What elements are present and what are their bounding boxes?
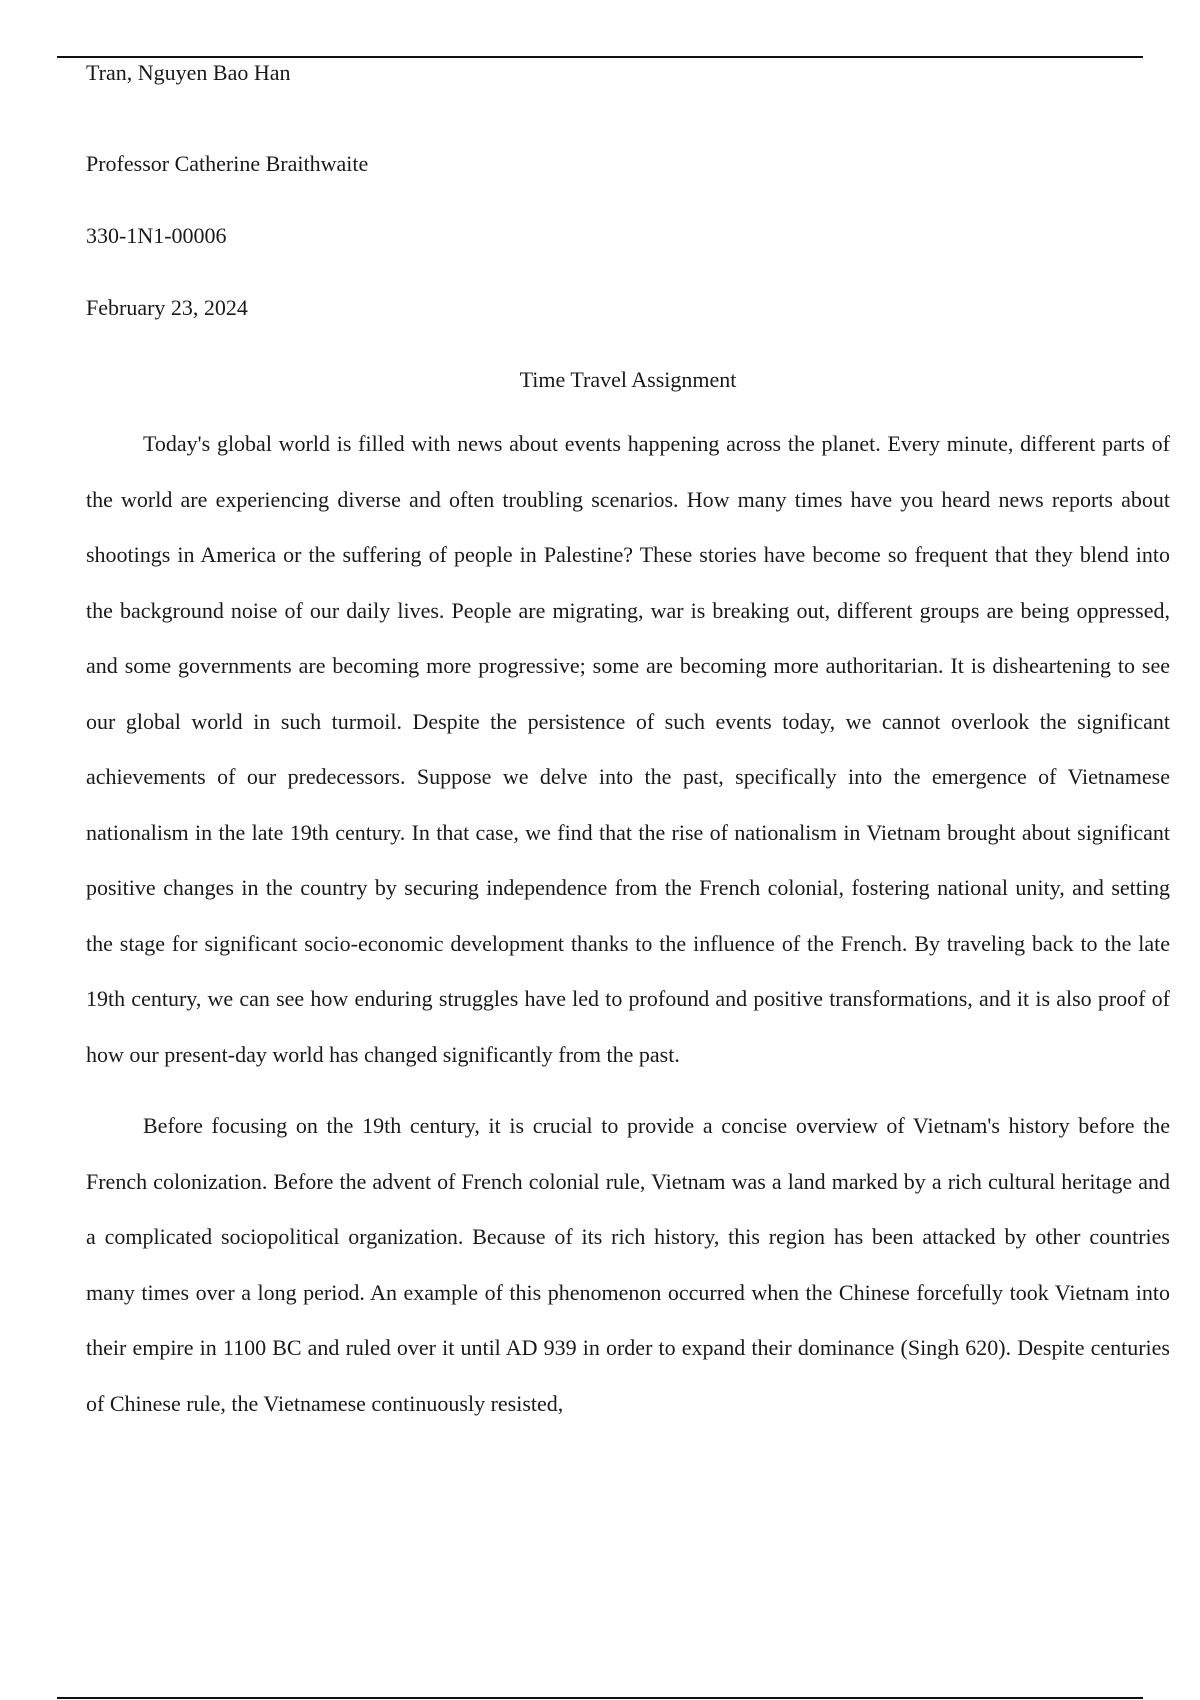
date: February 23, 2024 [86,295,248,320]
paragraph-1: Today's global world is filled with news about events happening across the planet. Every minute, different parts of the world are experiencing diverse and often troubling scenarios. How many times have you heard news reports about shootings in America or the suffering of people in Palestine? These stories have become so frequent that they blend into the background noise of our daily lives. People are migrating, war is breaking out, different groups are being oppressed, and some governments are becoming more progressive; some are becoming more authoritarian. It is disheartening to see our global world in such turmoil. Despite the persistence of such events today, we cannot overlook the significant achievements of our predecessors. Suppose we delve into the past, specifically into the emergence of Vietnamese nationalism in the late 19th century. In that case, we find that the rise of nationalism in Vietnam brought about significant positive changes in the country by securing independence from the French colonial, fostering national unity, and setting the stage for significant socio-economic development thanks to the influence of the French. By traveling back to the late 19th century, we can see how enduring struggles have led to profound and positive transformations, and it is also proof of how our present-day world has changed significantly from the past. [86,431,1170,1067]
student-name: Tran, Nguyen Bao Han [86,60,291,85]
professor-name: Professor Catherine Braithwaite [86,151,369,176]
course-code: 330-1N1-00006 [86,223,227,248]
bottom-rule [57,1697,1143,1699]
document-page [86,56,1170,1431]
document-title: Time Travel Assignment [519,367,737,392]
paragraph-2: Before focusing on the 19th century, it is crucial to provide a concise overview of Vietnam's history before the French colonization. Before the advent of French colonial rule, Vietnam was a land marked by a rich cultural heritage and a complicated sociopolitical organization. Because of its rich history, this region has been attacked by other countries many times over a long period. An example of this phenomenon occurred when the Chinese forcefully took Vietnam into their empire in 1100 BC and ruled over it until AD 939 in order to expand their dominance (Singh 620). Despite centuries of Chinese rule, the Vietnamese continuously resisted, [86,1113,1170,1416]
